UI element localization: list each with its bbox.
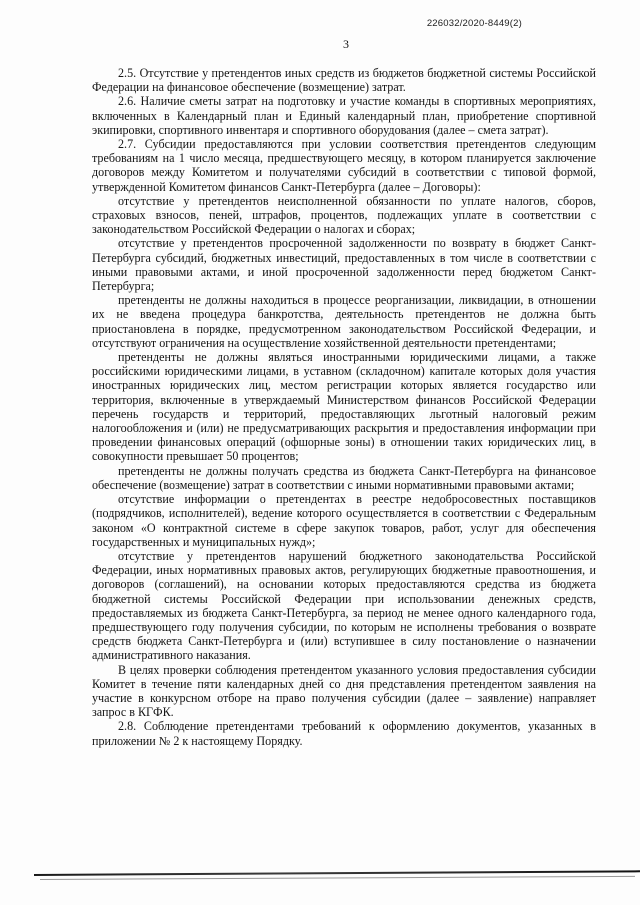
scan-bottom-edge-line <box>34 870 640 876</box>
document-registration-number: 226032/2020-8449(2) <box>426 18 522 29</box>
scan-bottom-edge-shadow <box>40 876 635 880</box>
condition-no-overdue-debt: отсутствие у претендентов просроченной задолженности по возврату в бюджет Санкт-Петербурга субсидий, бюджетных инвестиций, предоставленных в том числе в соответствии с иными правовыми актами, и иной просроченной задолженности перед бюджетом Санкт-Петербурга; <box>92 236 596 294</box>
document-body <box>92 66 596 748</box>
condition-no-reorganization: претенденты не должны находиться в процессе реорганизации, ликвидации, в отношении их не введена процедура банкротства, деятельность претендентов не должна быть приостановлена в порядке, предусмотренном законодательством Российской Федерации, и отсутствуют ограничения на осуществление хозяйственной деятельности претендентами; <box>92 293 596 350</box>
paragraph-2-5: 2.5. Отсутствие у претендентов иных средств из бюджетов бюджетной системы Российской Федерации на финансовое обеспечение (возмещение) затрат. <box>92 66 596 95</box>
condition-no-tax-debt: отсутствие у претендентов неисполненной обязанности по уплате налогов, сборов, страховых взносов, пеней, штрафов, процентов, подлежащих уплате в соответствии с законодательством Российской Федерации о налогах и сборах; <box>92 193 596 237</box>
paragraph-2-8: 2.8. Соблюдение претендентами требований к оформлению документов, указанных в приложении № 2 к настоящему Порядку. <box>92 719 596 748</box>
verification-paragraph: В целях проверки соблюдения претендентом указанного условия предоставления субсидии Комитет в течение пяти календарных дней со дня представления претендентом заявления на участие в конкурсном отборе на право получения субсидии (далее – заявление) направляет запрос в КГФК. <box>92 662 596 720</box>
condition-no-budget-violations: отсутствие у претендентов нарушений бюджетного законодательства Российской Федерации, иных нормативных правовых актов, регулирующих бюджетные правоотношения, и договоров (соглашений), на основании которых предоставляются средства из бюджета бюджетной системы Российской Федерации при использовании денежных средств, предоставляемых из бюджета Санкт-Петербурга, за период не менее одного календарного года, предшествующего году получения субсидии, по которым не исполнены требования о возврате средств бюджета Санкт-Петербурга и (или) вступившее в силу постановление о назначении административного наказания. <box>92 548 596 663</box>
page-number: 3 <box>343 37 349 51</box>
condition-not-in-registry: отсутствие информации о претендентах в реестре недобросовестных поставщиков (подрядчиков, исполнителей), ведение которого осуществляется в соответствии с Федеральным законом «О контрактной системе в сфере закупок товаров, работ, услуг для обеспечения государственных и муниципальных нужд»; <box>92 492 596 549</box>
condition-not-foreign: претенденты не должны являться иностранными юридическими лицами, а также российскими юридическими лицами, в уставном (складочном) капитале которых доля участия иностранных юридических лиц, местом регистрации которых является государство или территория, включенные в утверждаемый Министерством финансов Российской Федерации перечень государств и территорий, предоставляющих льготный налоговый режим налогообложения и (или) не предусматривающих раскрытия и предоставления информации при проведении финансовых операций (офшорные зоны) в отношении таких юридических лиц, в совокупности превышает 50 процентов; <box>92 350 596 464</box>
condition-no-other-funds: претенденты не должны получать средства из бюджета Санкт-Петербурга на финансовое обеспечение (возмещение) затрат в соответствии с иными нормативными правовыми актами; <box>92 463 596 492</box>
paragraph-2-6: 2.6. Наличие сметы затрат на подготовку и участие команды в спортивных мероприятиях, включенных в Календарный план и Единый календарный план, приобретение спортивной экипировки, спортивного инвентаря и спортивного оборудования (далее – смета затрат). <box>92 94 596 137</box>
paragraph-2-7: 2.7. Субсидии предоставляются при условии соответствия претендентов следующим требованиям на 1 число месяца, предшествующего месяцу, в котором планируется заключение договоров между Комитетом и получателями субсидий в соответствии с типовой формой, утвержденной Комитетом финансов Санкт-Петербурга (далее – Договоры): <box>92 137 596 194</box>
